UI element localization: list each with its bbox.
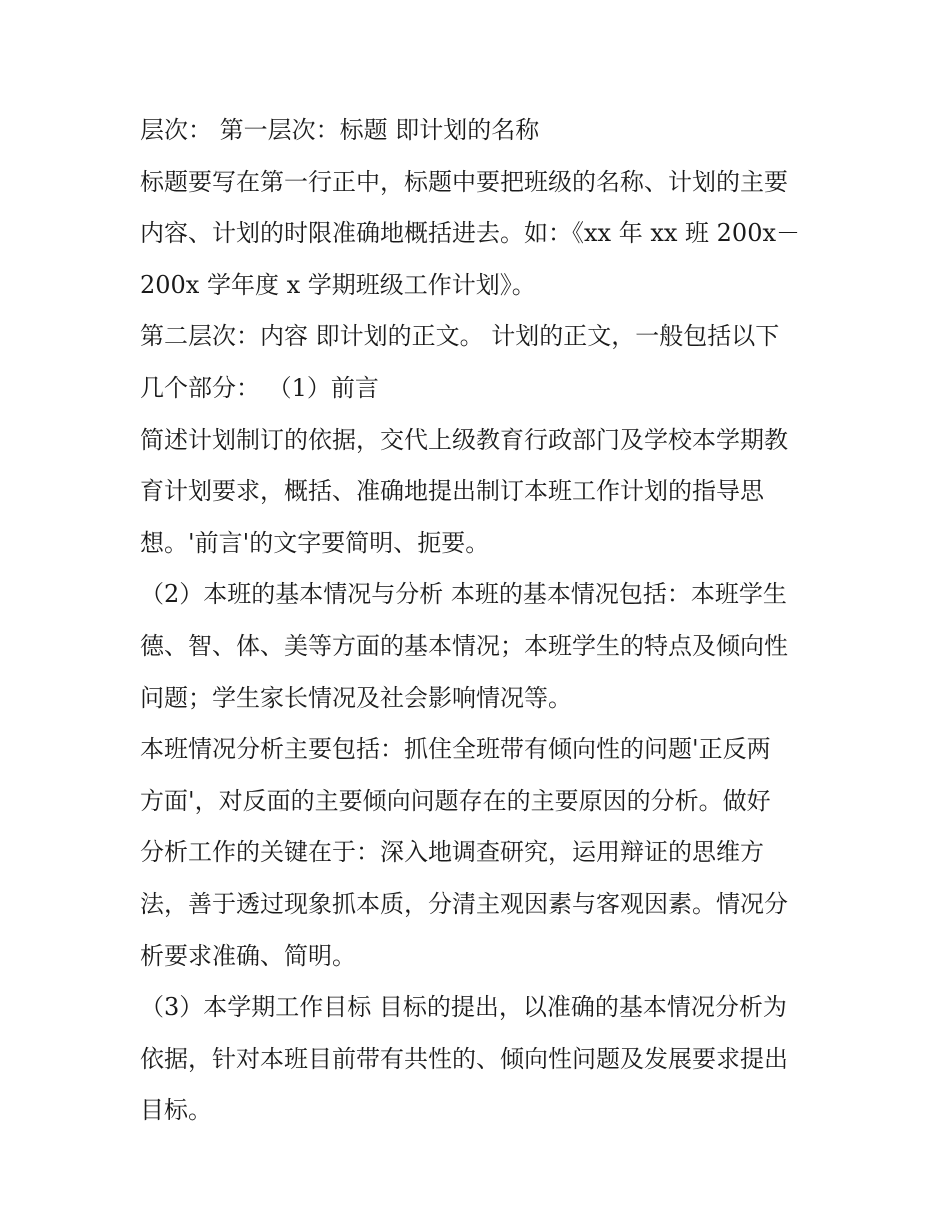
text-line: 法，善于透过现象抓本质，分清主观因素与客观因素。情况分 — [140, 889, 788, 918]
text-line: 析要求准确、简明。 — [140, 941, 356, 970]
text-line: 第二层次：内容 即计划的正文。 计划的正文，一般包括以下 — [140, 322, 780, 351]
text-line: 依据，针对本班目前带有共性的、倾向性问题及发展要求提出 — [140, 1044, 788, 1073]
text-line: 分析工作的关键在于：深入地调查研究，运用辩证的思维方 — [140, 838, 764, 867]
text-line: 几个部分： （1）前言 — [140, 373, 379, 402]
text-line: 内容、计划的时限准确地概括进去。如：《xx 年 xx 班 200x－ — [140, 219, 800, 248]
text-line: 200x 学年度 x 学期班级工作计划》。 — [140, 270, 536, 299]
text-line: （2）本班的基本情况与分析 本班的基本情况包括：本班学生 — [140, 580, 787, 609]
text-line: 想。'前言'的文字要简明、扼要。 — [140, 528, 490, 557]
text-line: （3）本学期工作目标 目标的提出，以准确的基本情况分析为 — [140, 993, 787, 1022]
document-body — [140, 105, 820, 1137]
text-line: 目标。 — [140, 1096, 212, 1125]
text-line: 问题；学生家长情况及社会影响情况等。 — [140, 683, 572, 712]
text-line: 简述计划制订的依据，交代上级教育行政部门及学校本学期教 — [140, 425, 788, 454]
text-line: 本班情况分析主要包括：抓住全班带有倾向性的问题'正反两 — [140, 735, 771, 764]
text-line: 育计划要求，概括、准确地提出制订本班工作计划的指导思 — [140, 477, 764, 506]
text-line: 德、智、体、美等方面的基本情况；本班学生的特点及倾向性 — [140, 631, 788, 660]
text-line: 层次： 第一层次：标题 即计划的名称 — [140, 116, 540, 144]
text-line: 方面'，对反面的主要倾向问题存在的主要原因的分析。做好 — [140, 786, 771, 815]
text-line: 标题要写在第一行正中，标题中要把班级的名称、计划的主要 — [140, 167, 788, 196]
